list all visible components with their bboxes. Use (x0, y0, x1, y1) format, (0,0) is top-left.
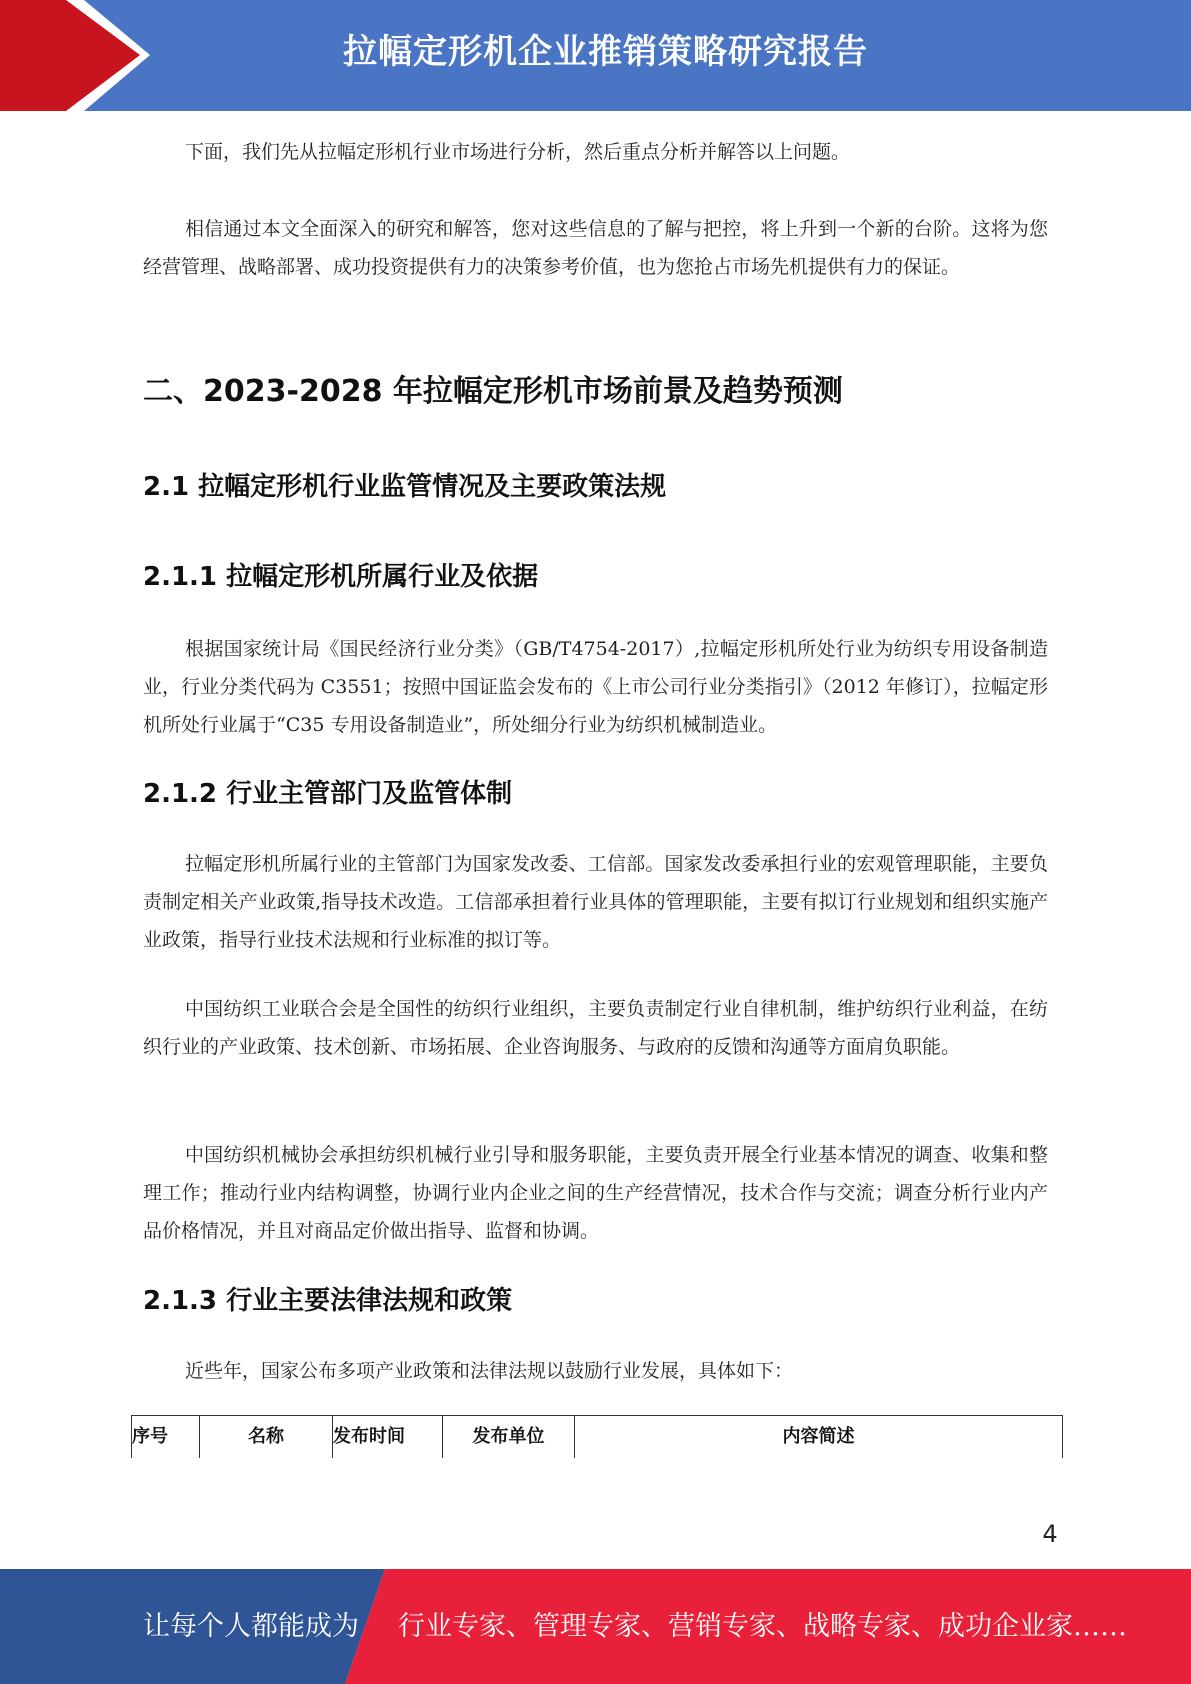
table-header-release-date: 发布时间 (333, 1416, 443, 1458)
section-2-1-2-paragraph-3: 中国纺织机械协会承担纺织机械行业引导和服务职能，主要负责开展全行业基本情况的调查、收集和整理工作；推动行业内结构调整，协调行业内企业之间的生产经营情况，技术合作与交流；调查分析行业内产品价格情况，并且对商品定价做出指导、监督和协调。 (143, 1144, 1048, 1242)
section-2-1-1-paragraph: 根据国家统计局《国民经济行业分类》（GB/T4754-2017）,拉幅定形机所处行业为纺织专用设备制造业，行业分类代码为 C3551；按照中国证监会发布的《上市公司行业分类指引》（2012 年修订），拉幅定形机所处行业属于“C35 专用设备制造业”，所处细分行业为纺织机械制造业。 (143, 638, 1048, 736)
section-2-1-2-heading: 2.1.2 行业主管部门及监管体制 (143, 779, 513, 809)
intro-paragraph-1: 下面，我们先从拉幅定形机行业市场进行分析，然后重点分析并解答以上问题。 (185, 141, 851, 163)
section-2-1-2-paragraph-1: 拉幅定形机所属行业的主管部门为国家发改委、工信部。国家发改委承担行业的宏观管理职能，主要负责制定相关产业政策,指导技术改造。工信部承担着行业具体的管理职能，主要有拟订行业规划和组织实施产业政策，指导行业技术法规和行业标准的拟订等。 (143, 853, 1048, 951)
table-header-index: 序号 (132, 1416, 200, 1458)
intro-paragraph-2: 相信通过本文全面深入的研究和解答，您对这些信息的了解与把控，将上升到一个新的台阶。这将为您经营管理、战略部署、成功投资提供有力的决策参考价值，也为您抢占市场先机提供有力的保证。 (143, 218, 1048, 278)
section-2-heading: 二、2023-2028 年拉幅定形机市场前景及趋势预测 (143, 374, 843, 409)
policy-table-header (131, 1415, 1063, 1458)
section-2-1-3-heading: 2.1.3 行业主要法律法规和政策 (143, 1286, 513, 1316)
table-header-name: 名称 (200, 1416, 333, 1458)
section-2-1-3-paragraph: 近些年，国家公布多项产业政策和法律法规以鼓励行业发展，具体如下： (185, 1360, 794, 1382)
section-2-1-heading: 2.1 拉幅定形机行业监管情况及主要政策法规 (143, 472, 667, 502)
page-footer (0, 1569, 1191, 1684)
report-title: 拉幅定形机企业推销策略研究报告 (343, 32, 868, 72)
page-header (0, 0, 1191, 111)
footer-slogan-left: 让每个人都能成为 (143, 1611, 359, 1642)
table-header-summary: 内容简述 (782, 1426, 855, 1447)
page-number: 4 (1042, 1520, 1058, 1548)
section-2-1-2-paragraph-2: 中国纺织工业联合会是全国性的纺织行业组织，主要负责制定行业自律机制，维护纺织行业利益，在纺织行业的产业政策、技术创新、市场拓展、企业咨询服务、与政府的反馈和沟通等方面肩负职能。 (143, 998, 1048, 1058)
table-header-issuer: 发布单位 (443, 1416, 575, 1458)
section-2-1-1-heading: 2.1.1 拉幅定形机所属行业及依据 (143, 562, 539, 592)
footer-slogan-right: 行业专家、管理专家、营销专家、战略专家、成功企业家…… (398, 1611, 1127, 1642)
